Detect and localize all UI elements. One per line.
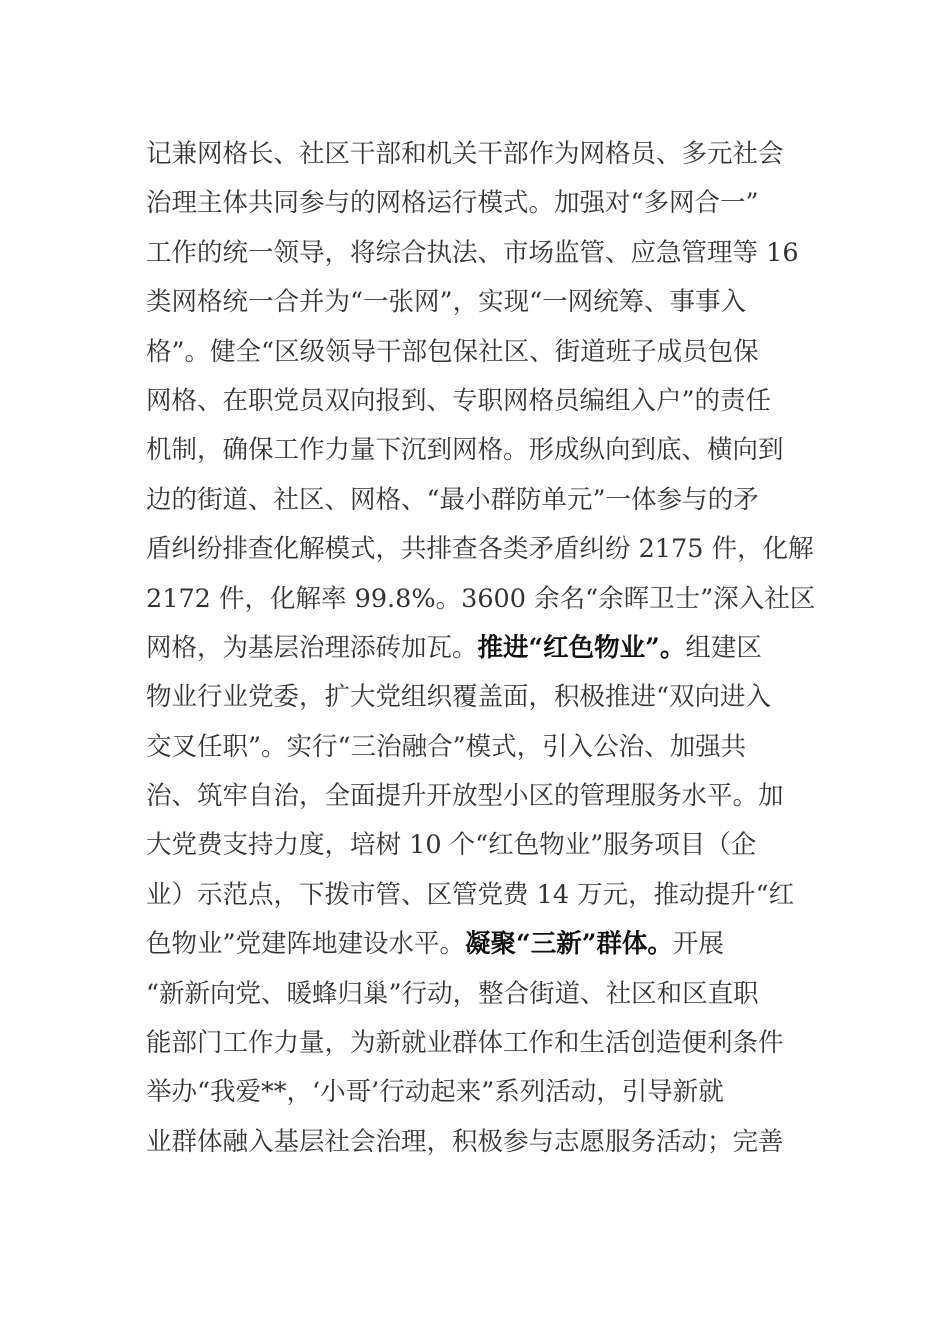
text-line [146, 179, 816, 228]
bold-heading-phrase: 凝聚“三新”群体。 [465, 929, 673, 960]
text-line [146, 920, 816, 969]
text-line [146, 525, 816, 574]
text-line [146, 723, 816, 772]
text-run: 治、筑牢自治，全面提升开放型小区的管理服务水平。加 [146, 781, 784, 812]
text-run: 大党费支持力度，培树 10 个“红色物业”服务项目（企 [146, 830, 757, 861]
text-run: 业群体融入基层社会治理，积极参与志愿服务活动；完善 [146, 1126, 784, 1157]
text-run: 机制，确保工作力量下沉到网格。形成纵向到底、横向到 [146, 435, 784, 466]
text-run: 盾纠纷排查化解模式，共排查各类矛盾纠纷 2175 件，化解 [146, 534, 814, 565]
text-line [146, 130, 816, 179]
text-line [146, 871, 816, 920]
text-run: 物业行业党委，扩大党组织覆盖面，积极推进“双向进入 [146, 682, 772, 713]
text-line [146, 328, 816, 377]
text-line [146, 476, 816, 525]
text-run: 业）示范点，下拨市管、区管党费 14 万元，推动提升“红 [146, 879, 795, 910]
text-run: 组建区 [685, 632, 762, 663]
text-run: 工作的统一领导，将综合执法、市场监管、应急管理等 16 [146, 237, 799, 268]
text-run: 格”。健全“区级领导干部包保社区、街道班子成员包保 [146, 336, 759, 367]
text-line [146, 673, 816, 722]
text-line [146, 772, 816, 821]
text-run: 色物业”党建阵地建设水平。 [146, 929, 466, 960]
text-line [146, 426, 816, 475]
text-run: “新新向党、暖蜂归巢”行动，整合街道、社区和区直职 [146, 978, 759, 1009]
text-line [146, 377, 816, 426]
text-run: 网格、在职党员双向报到、专职网格员编组入户”的责任 [146, 385, 772, 416]
text-run: 开展 [672, 929, 724, 960]
text-run: 举办“我爱**，‘小哥’行动起来”系列活动，引导新就 [146, 1077, 724, 1108]
text-run: 2172 件，化解率 99.8%。3600 余名“余晖卫士”深入社区 [146, 583, 816, 614]
text-line [146, 575, 816, 624]
text-line [146, 821, 816, 870]
body-paragraph [146, 130, 816, 1167]
text-line [146, 1019, 816, 1068]
text-run: 交叉任职”。实行“三治融合”模式，引入公治、加强共 [146, 731, 747, 762]
text-line [146, 229, 816, 278]
text-run: 边的街道、社区、网格、“最小群防单元”一体参与的矛 [146, 484, 759, 515]
text-run: 能部门工作力量，为新就业群体工作和生活创造便利条件 [146, 1028, 784, 1059]
text-line [146, 624, 816, 673]
text-run: 网格，为基层治理添砖加瓦。 [146, 632, 478, 663]
text-line [146, 1068, 816, 1117]
text-run: 类网格统一合并为“一张网”，实现“一网统筹、事事入 [146, 287, 747, 318]
text-run: 记兼网格长、社区干部和机关干部作为网格员、多元社会 [146, 139, 784, 169]
bold-heading-phrase: 推进“红色物业”。 [477, 632, 686, 663]
text-line [146, 1118, 816, 1167]
text-line [146, 278, 816, 327]
text-line [146, 970, 816, 1019]
text-run: 治理主体共同参与的网格运行模式。加强对“多网合一” [146, 188, 759, 219]
